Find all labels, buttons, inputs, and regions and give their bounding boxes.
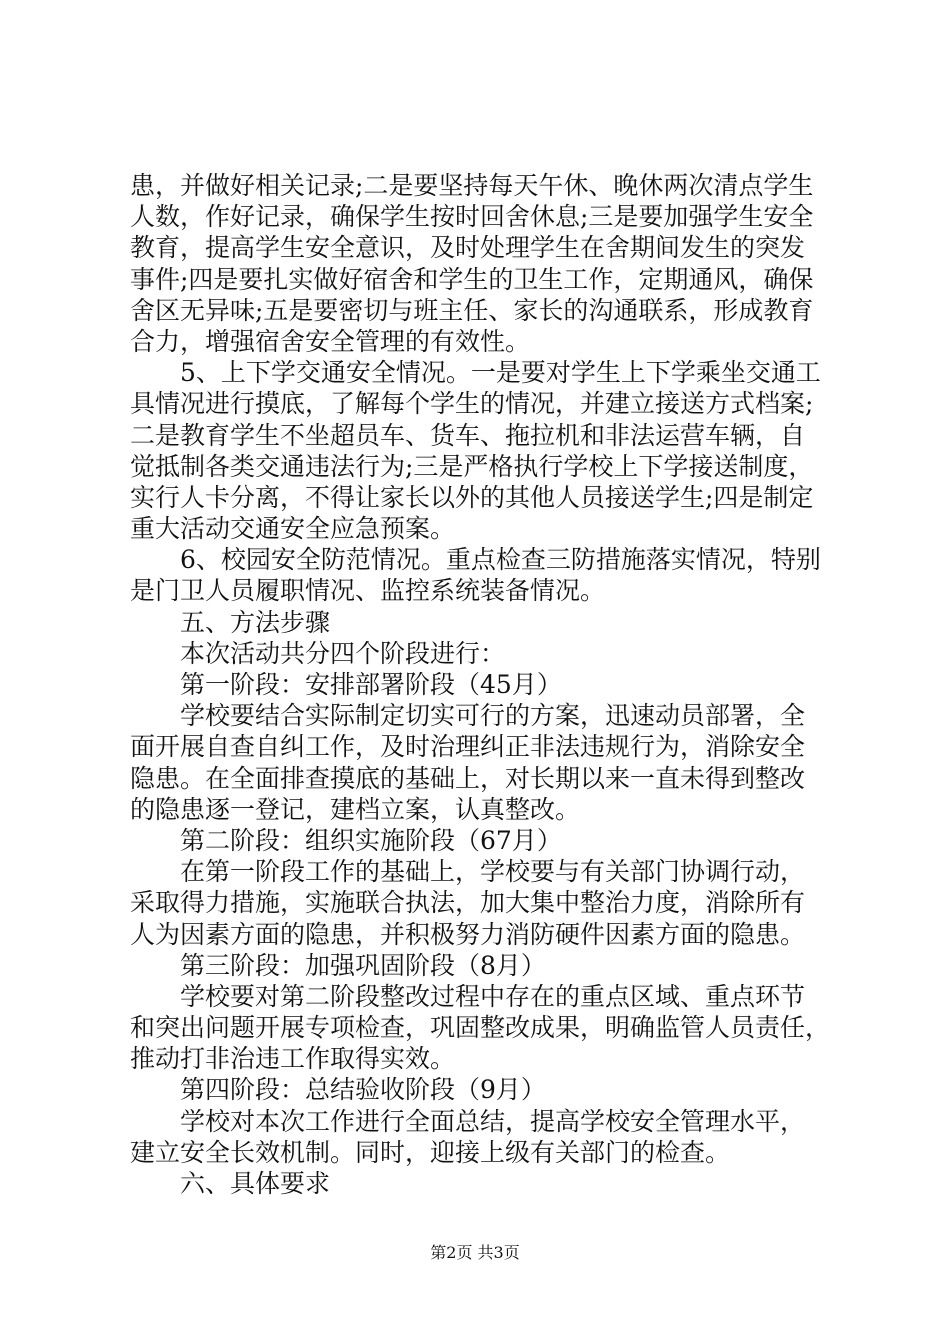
text-line: 教育，提高学生安全意识，及时处理学生在舍期间发生的突发 (130, 233, 806, 263)
text-line: 觉抵制各类交通违法行为;三是严格执行学校上下学接送制度， (130, 451, 814, 481)
text-line: 5、上下学交通安全情况。一是要对学生上下学乘坐交通工 (180, 358, 821, 388)
text-line: 舍区无异味;五是要密切与班主任、家长的沟通联系，形成教育 (130, 295, 814, 325)
text-line: 6、校园安全防范情况。重点检查三防措施落实情况，特别 (180, 545, 821, 575)
text-line: 是门卫人员履职情况、监控系统装备情况。 (130, 576, 606, 606)
text-line: 建立安全长效机制。同时，迎接上级有关部门的检查。 (130, 1137, 731, 1167)
text-line: 事件;四是要扎实做好宿舍和学生的卫生工作，定期通风，确保 (130, 264, 814, 294)
text-line: 的隐患逐一登记，建档立案，认真整改。 (130, 794, 581, 824)
text-line: 在第一阶段工作的基础上，学校要与有关部门协调行动， (180, 857, 806, 887)
document-body (130, 170, 850, 1199)
text-line: 五、方法步骤 (180, 607, 331, 637)
text-line: 推动打非治违工作取得实效。 (130, 1044, 456, 1074)
text-line: 人为因素方面的隐患，并积极努力消防硬件因素方面的隐患。 (130, 919, 806, 949)
text-line: 面开展自查自纠工作，及时治理纠正非法违规行为，消除安全 (130, 732, 806, 762)
page-footer: 第2页 共3页 (430, 1243, 520, 1262)
text-line: 采取得力措施，实施联合执法，加大集中整治力度，消除所有 (130, 888, 806, 918)
text-line: 第四阶段：总结验收阶段（9月） (180, 1075, 546, 1105)
text-line: 本次活动共分四个阶段进行： (180, 638, 506, 668)
text-line: 学校要结合实际制定切实可行的方案，迅速动员部署，全 (180, 701, 806, 731)
text-line: 人数，作好记录，确保学生按时回舍休息;三是要加强学生安全 (130, 202, 814, 232)
text-line: 实行人卡分离，不得让家长以外的其他人员接送学生;四是制定 (130, 482, 814, 512)
text-line: 第一阶段：安排部署阶段（45月） (180, 670, 562, 699)
text-line: 二是教育学生不坐超员车、货车、拖拉机和非法运营车辆，自 (130, 420, 806, 450)
text-line: 学校对本次工作进行全面总结，提高学校安全管理水平， (180, 1106, 806, 1136)
text-line: 和突出问题开展专项检查，巩固整改成果，明确监管人员责任， (130, 1013, 831, 1043)
text-line: 学校要对第二阶段整改过程中存在的重点区域、重点环节 (180, 981, 806, 1011)
text-line: 第二阶段：组织实施阶段（67月） (180, 825, 562, 855)
text-line: 具情况进行摸底，了解每个学生的情况，并建立接送方式档案; (130, 389, 814, 419)
text-line: 第三阶段：加强巩固阶段（8月） (180, 950, 546, 980)
text-line: 隐患。在全面排查摸底的基础上，对长期以来一直未得到整改 (130, 763, 806, 793)
text-line: 六、具体要求 (180, 1169, 331, 1198)
text-line: 合力，增强宿舍安全管理的有效性。 (130, 326, 531, 356)
text-line: 患，并做好相关记录;二是要坚持每天午休、晚休两次清点学生 (130, 171, 814, 200)
text-line: 重大活动交通安全应急预案。 (130, 514, 456, 544)
